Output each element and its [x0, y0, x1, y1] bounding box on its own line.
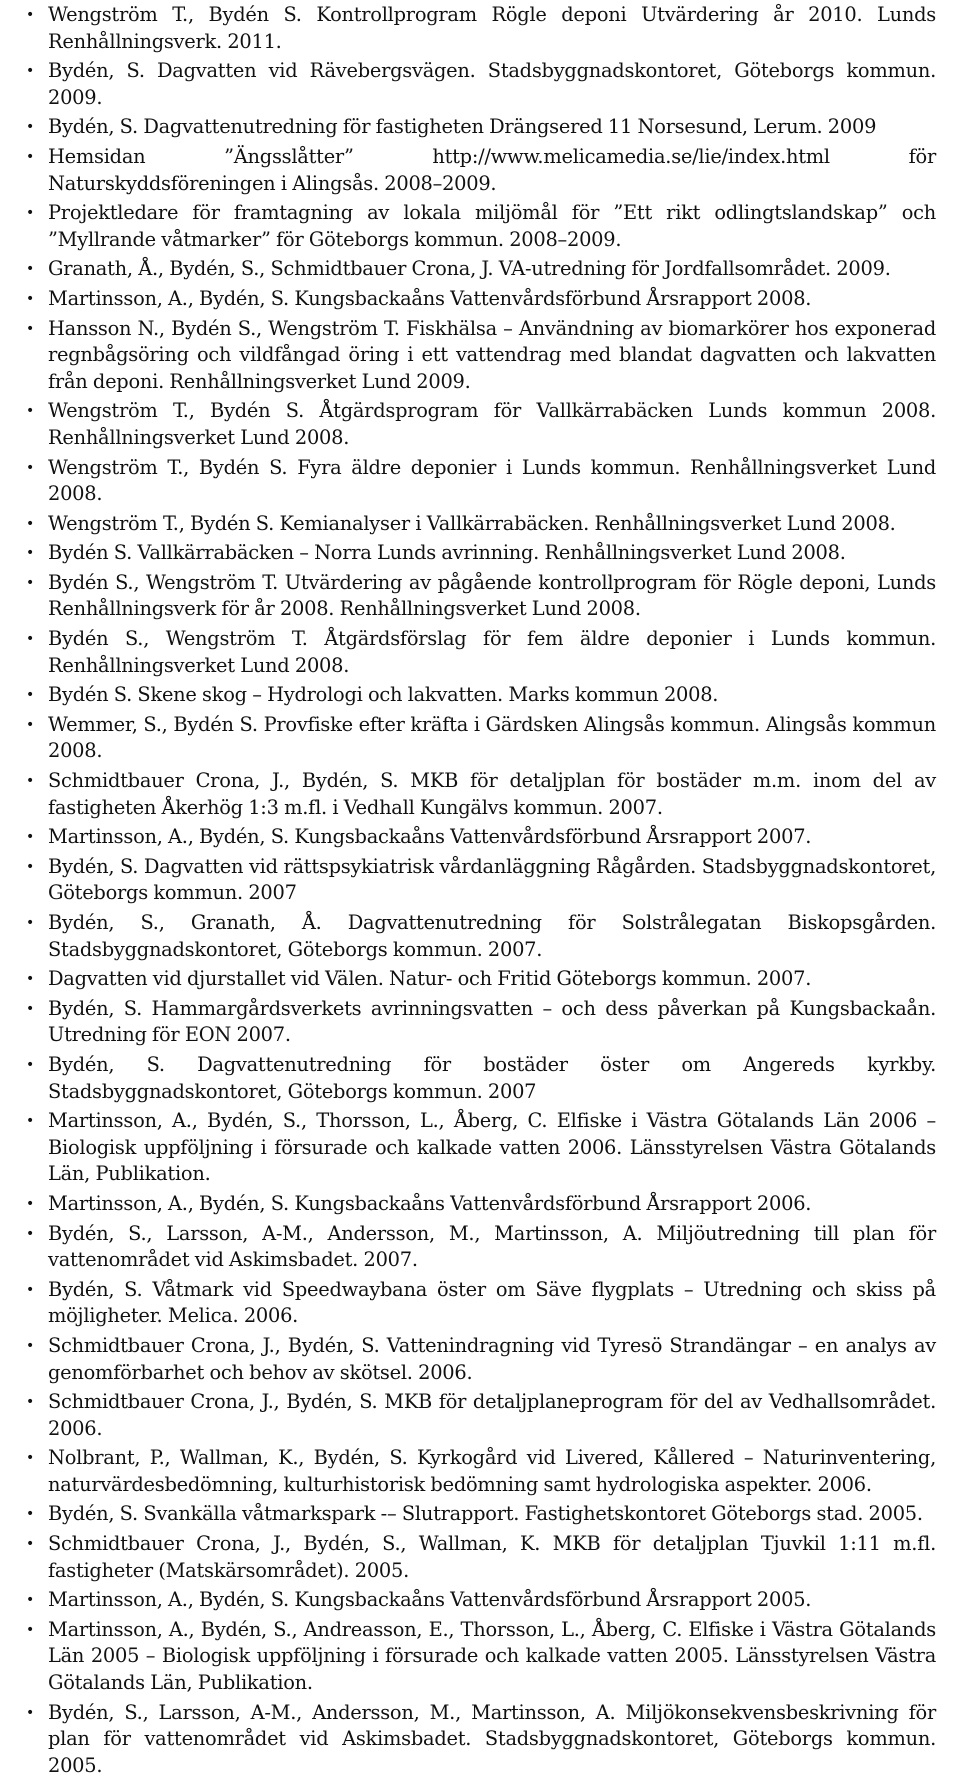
reference-item: [26, 910, 936, 963]
bullet-icon: •: [26, 1394, 35, 1411]
reference-item: [26, 1221, 936, 1274]
reference-text: Hemsidan ”Ängsslåtter” http://www.melicamedia.se/lie/index.html för Naturskyddsföreningen i Alingsås. 2008–2009.: [48, 144, 936, 195]
reference-text: Martinsson, A., Bydén, S. Kungsbackaåns Vattenvårdsförbund Årsrapport 2006.: [48, 1191, 812, 1215]
bullet-icon: •: [26, 631, 35, 648]
bullet-icon: •: [26, 205, 35, 222]
reference-item: [26, 200, 936, 253]
bullet-icon: •: [26, 858, 35, 875]
reference-item: [26, 316, 936, 396]
bullet-icon: •: [26, 1621, 35, 1638]
reference-item: [26, 1191, 936, 1218]
bullet-icon: •: [26, 829, 35, 846]
reference-item: [26, 1108, 936, 1188]
bullet-icon: •: [26, 1337, 35, 1354]
reference-text: Bydén S. Skene skog – Hydrologi och lakvatten. Marks kommun 2008.: [48, 683, 719, 707]
reference-item: [26, 854, 936, 907]
reference-text: Wengström T., Bydén S. Åtgärdsprogram för Vallkärrabäcken Lunds kommun 2008. Renhållningsverket Lund 2008.: [48, 399, 936, 449]
bullet-icon: •: [26, 119, 35, 136]
bullet-icon: •: [26, 545, 35, 562]
reference-text: Bydén, S. Dagvattenutredning för bostäder öster om Angereds kyrkby. Stadsbyggnadskontoret, Göteborgs kommun. 2007: [48, 1052, 936, 1103]
reference-text: Wengström T., Bydén S. Kontrollprogram Rögle deponi Utvärdering år 2010. Lunds Renhållningsverk. 2011.: [48, 3, 936, 53]
bullet-icon: •: [26, 261, 35, 278]
reference-item: [26, 511, 936, 538]
reference-text: Wengström T., Bydén S. Fyra äldre deponier i Lunds kommun. Renhållningsverket Lund 2008.: [48, 455, 936, 506]
reference-item: [26, 540, 936, 567]
reference-text: Bydén S. Vallkärrabäcken – Norra Lunds avrinning. Renhållningsverket Lund 2008.: [48, 541, 846, 565]
bullet-icon: •: [26, 1592, 35, 1609]
reference-item: [26, 1700, 936, 1780]
bullet-icon: •: [26, 1000, 35, 1017]
reference-item: [26, 1501, 936, 1528]
bullet-icon: •: [26, 515, 35, 532]
reference-text: Bydén, S., Larsson, A-M., Andersson, M., Martinsson, A. Miljökonsekvensbeskrivning för plan för vattenområdet vid Askimsbadet. Stadsbyggnadskontoret, Göteborgs kommun. 2005.: [48, 1700, 936, 1777]
reference-text: Bydén, S. Hammargårdsverkets avrinningsvatten – och dess påverkan på Kungsbackaån. Utredning för EON 2007.: [48, 996, 936, 1047]
reference-item: [26, 58, 936, 111]
reference-text: Bydén, S. Dagvatten vid Rävebergsvägen. Stadsbyggnadskontoret, Göteborgs kommun. 2009.: [48, 59, 936, 109]
reference-text: Bydén S., Wengström T. Utvärdering av pågående kontrollprogram för Rögle deponi, Lunds Renhållningsverk för år 2008. Renhållningsverket Lund 2008.: [48, 570, 936, 621]
reference-item: [26, 2, 936, 55]
reference-item: [26, 712, 936, 765]
reference-text: Projektledare för framtagning av lokala miljömål för ”Ett rikt odlingtslandskap” och ”Myllrande våtmarker” för Göteborgs kommun. 2008–2009.: [48, 201, 936, 251]
bullet-icon: •: [26, 459, 35, 476]
bullet-icon: •: [26, 1225, 35, 1242]
reference-item: [26, 256, 936, 283]
reference-list: [26, 2, 936, 1782]
reference-text: Wengström T., Bydén S. Kemianalyser i Vallkärrabäcken. Renhållningsverket Lund 2008.: [48, 511, 896, 535]
reference-item: [26, 996, 936, 1049]
bullet-icon: •: [26, 290, 35, 307]
bullet-icon: •: [26, 574, 35, 591]
reference-item: [26, 1277, 936, 1330]
bullet-icon: •: [26, 1704, 35, 1721]
reference-item: [26, 1587, 936, 1614]
reference-item: [26, 570, 936, 623]
reference-text: Dagvatten vid djurstallet vid Välen. Natur- och Fritid Göteborgs kommun. 2007.: [48, 967, 812, 991]
reference-item: [26, 144, 936, 197]
reference-text: Hansson N., Bydén S., Wengström T. Fiskhälsa – Användning av biomarkörer hos exponerad regnbågsöring och vildfångad öring i ett vattendrag med blandat dagvatten och lakvatten från deponi. Renhållningsverket Lund 2009.: [48, 316, 936, 393]
reference-text: Schmidtbauer Crona, J., Bydén, S. MKB för detaljplan för bostäder m.m. inom del av fastigheten Åkerhög 1:3 m.fl. i Vedhall Kungälvs kommun. 2007.: [48, 769, 936, 819]
bullet-icon: •: [26, 1506, 35, 1523]
reference-text: Nolbrant, P., Wallman, K., Bydén, S. Kyrkogård vid Livered, Kållered – Naturinventering, naturvärdesbedömning, kulturhistorisk bedömning samt hydrologiska aspekter. 2006.: [48, 1446, 936, 1496]
reference-item: [26, 626, 936, 679]
bullet-icon: •: [26, 773, 35, 790]
reference-text: Bydén, S. Svankälla våtmarkspark -– Slutrapport. Fastighetskontoret Göteborgs stad. 2005.: [48, 1502, 923, 1526]
bullet-icon: •: [26, 1195, 35, 1212]
reference-text: Martinsson, A., Bydén, S., Andreasson, E., Thorsson, L., Åberg, C. Elfiske i Västra Götalands Län 2005 – Biologisk uppföljning i försurade och kalkade vatten 2005. Länsstyrelsen Västra Götalands Län, Publikation.: [48, 1617, 936, 1695]
bullet-icon: •: [26, 716, 35, 733]
bullet-icon: •: [26, 1113, 35, 1130]
reference-text: Bydén, S., Granath, Å. Dagvattenutredning för Solstrålegatan Biskopsgården. Stadsbyggnadskontoret, Göteborgs kommun. 2007.: [48, 911, 936, 961]
reference-text: Schmidtbauer Crona, J., Bydén, S. Vattenindragning vid Tyresö Strandängar – en analys av genomförbarhet och behov av skötsel. 2006.: [48, 1333, 936, 1384]
bullet-icon: •: [26, 63, 35, 80]
reference-item: [26, 966, 936, 993]
reference-text: Schmidtbauer Crona, J., Bydén, S. MKB för detaljplaneprogram för del av Vedhallsområdet. 2006.: [48, 1390, 936, 1440]
bullet-icon: •: [26, 971, 35, 988]
reference-text: Bydén, S. Dagvattenutredning för fastigheten Drängsered 11 Norsesund, Lerum. 2009: [48, 115, 877, 139]
reference-text: Bydén, S. Våtmark vid Speedwaybana öster om Säve flygplats – Utredning och skiss på möjligheter. Melica. 2006.: [48, 1277, 936, 1328]
reference-text: Granath, Å., Bydén, S., Schmidtbauer Crona, J. VA-utredning för Jordfallsområdet. 2009.: [48, 257, 891, 281]
reference-text: Bydén, S. Dagvatten vid rättspsykiatrisk vårdanläggning Rågården. Stadsbyggnadskontoret, Göteborgs kommun. 2007: [48, 854, 936, 905]
reference-item: [26, 1052, 936, 1105]
bullet-icon: •: [26, 1056, 35, 1073]
reference-item: [26, 398, 936, 451]
bullet-icon: •: [26, 1536, 35, 1553]
bullet-icon: •: [26, 148, 35, 165]
reference-text: Wemmer, S., Bydén S. Provfiske efter kräfta i Gärdsken Alingsås kommun. Alingsås kommun 2008.: [48, 712, 936, 763]
reference-item: [26, 114, 936, 141]
reference-item: [26, 824, 936, 851]
reference-item: [26, 455, 936, 508]
reference-text: Schmidtbauer Crona, J., Bydén, S., Wallman, K. MKB för detaljplan Tjuvkil 1:11 m.fl. fastigheter (Matskärsområdet). 2005.: [48, 1532, 936, 1582]
reference-text: Martinsson, A., Bydén, S., Thorsson, L., Åberg, C. Elfiske i Västra Götalands Län 2006 – Biologisk uppföljning i försurade och kalkade vatten 2006. Länsstyrelsen Västra Götalands Län, Publikation.: [48, 1109, 936, 1186]
reference-item: [26, 768, 936, 821]
bullet-icon: •: [26, 915, 35, 931]
bullet-icon: •: [26, 1450, 35, 1467]
reference-text: Martinsson, A., Bydén, S. Kungsbackaåns Vattenvårdsförbund Årsrapport 2007.: [48, 825, 812, 849]
bullet-icon: •: [26, 687, 35, 704]
bullet-icon: •: [26, 7, 35, 23]
reference-text: Martinsson, A., Bydén, S. Kungsbackaåns Vattenvårdsförbund Årsrapport 2005.: [48, 1588, 812, 1612]
reference-text: Martinsson, A., Bydén, S. Kungsbackaåns Vattenvårdsförbund Årsrapport 2008.: [48, 286, 812, 310]
bullet-icon: •: [26, 403, 35, 420]
reference-item: [26, 1333, 936, 1386]
reference-text: Bydén S., Wengström T. Åtgärdsförslag för fem äldre deponier i Lunds kommun. Renhållningsverket Lund 2008.: [48, 627, 936, 677]
reference-text: Bydén, S., Larsson, A-M., Andersson, M., Martinsson, A. Miljöutredning till plan för vattenområdet vid Askimsbadet. 2007.: [48, 1221, 936, 1272]
bullet-icon: •: [26, 320, 35, 337]
reference-item: [26, 1445, 936, 1498]
reference-item: [26, 1389, 936, 1442]
reference-item: [26, 286, 936, 313]
reference-item: [26, 1531, 936, 1584]
reference-item: [26, 1617, 936, 1697]
bullet-icon: •: [26, 1281, 35, 1298]
reference-item: [26, 682, 936, 709]
